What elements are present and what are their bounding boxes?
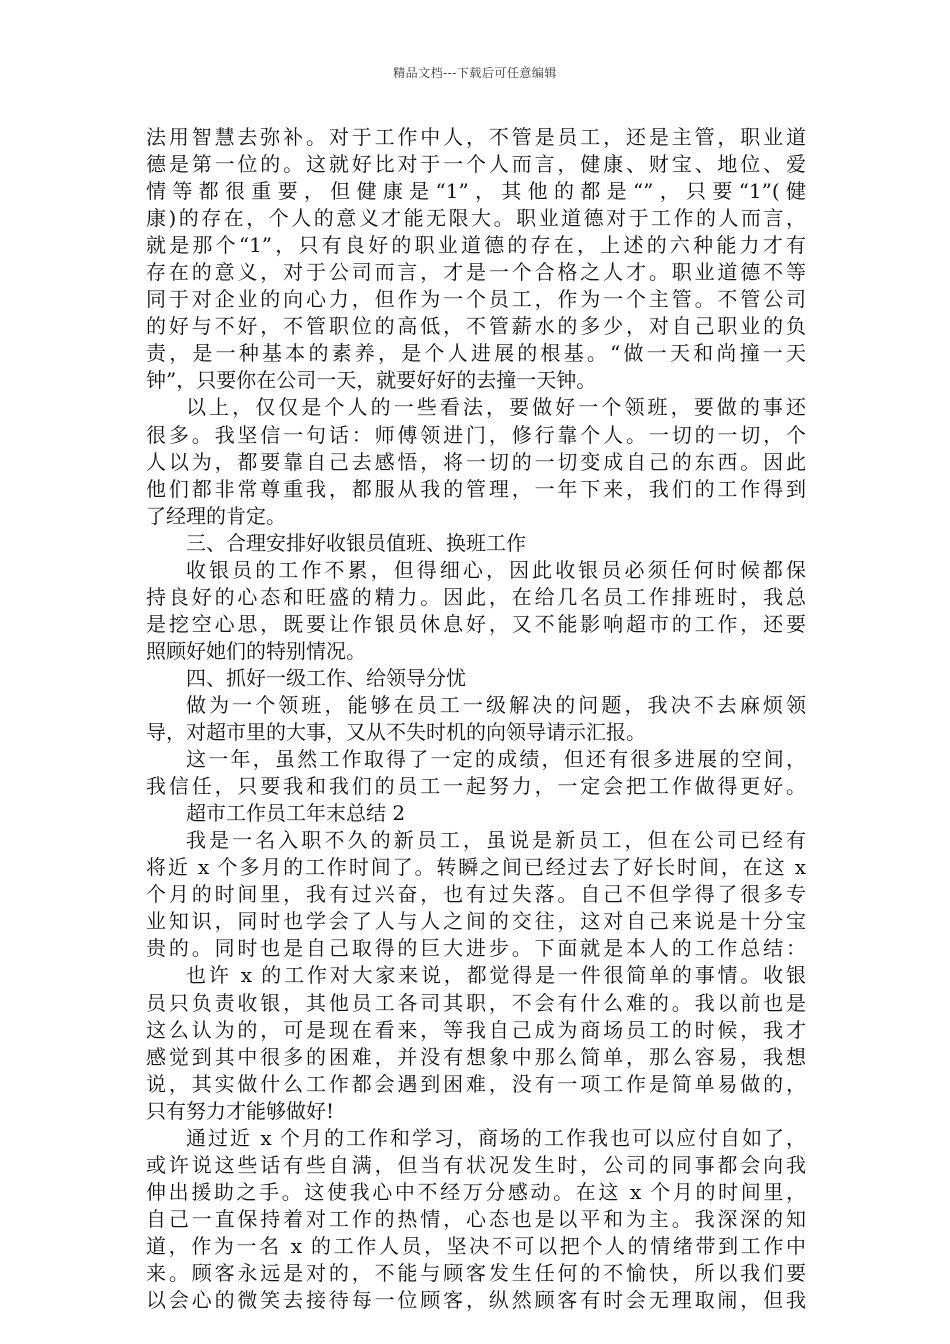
text-line: 我信任，只要我和我们的员工一起努力，一定会把工作做得更好。: [146, 774, 806, 799]
text-line: 他们都非常尊重我，都服从我的管理，一年下来，我们的工作得到: [146, 476, 806, 501]
text-line: 照顾好她们的特别情况。: [146, 638, 366, 663]
text-line: 法用智慧去弥补。对于工作中人，不管是员工，还是主管，职业道: [146, 125, 806, 149]
text-line: 说，其实做什么工作都会遇到困难，没有一项工作是简单易做的，: [146, 1071, 806, 1096]
text-line: 贵的。同时也是自己取得的巨大进步。下面就是本人的工作总结：: [146, 936, 806, 961]
text-line: 自己一直保持着对工作的热情，心态也是以平和为主。我深深的知: [146, 1206, 806, 1231]
document-body: [146, 124, 806, 1314]
text-line: 做为一个领班，能够在员工一级解决的问题，我决不去麻烦领: [186, 692, 806, 717]
text-line: 以上，仅仅是个人的一些看法，要做好一个领班，要做的事还: [186, 395, 806, 420]
text-line: 的好与不好，不管职位的高低，不管薪水的多少，对自己职业的负: [146, 314, 806, 339]
text-line: 存在的意义，对于公司而言，才是一个合格之人才。职业道德不等: [146, 260, 806, 285]
text-line: 我是一名入职不久的新员工，虽说是新员工，但在公司已经有: [186, 828, 806, 853]
text-line: 同于对企业的向心力，但作为一个员工，作为一个主管。不管公司: [146, 287, 806, 312]
text-line: 将近 x 个多月的工作时间了。转瞬之间已经过去了好长时间，在这 x: [146, 855, 806, 880]
text-line: 道，作为一名 x 的工作人员，坚决不可以把个人的情绪带到工作中: [146, 1233, 806, 1258]
text-line: 持良好的心态和旺盛的精力。因此，在给几名员工作排班时，我总: [146, 584, 806, 609]
text-line: 了经理的肯定。: [146, 503, 286, 528]
text-line: 感觉到其中很多的困难，并没有想象中那么简单，那么容易，我想: [146, 1044, 806, 1069]
text-line: 来。顾客永远是对的，不能与顾客发生任何的不愉快，所以我们要: [146, 1260, 806, 1285]
page-header: 精品文档---下载后可任意编辑: [393, 66, 557, 80]
text-line: 很多。我坚信一句话：师傅领进门，修行靠个人。一切的一切，个: [146, 422, 806, 447]
text-line: 人以为，都要靠自己去感悟，将一切的一切变成自己的东西。因此: [146, 449, 806, 474]
text-line: 德是第一位的。这就好比对于一个人而言，健康、财宝、地位、爱: [146, 152, 806, 177]
text-line: 伸出援助之手。这使我心中不经万分感动。在这 x 个月的时间里，: [146, 1179, 806, 1204]
text-line: 导，对超市里的大事，又从不失时机的向领导请示汇报。: [146, 720, 646, 745]
text-line: 收银员的工作不累，但得细心，因此收银员必须任何时候都保: [186, 557, 806, 582]
text-line: 这么认为的，可是现在看来，等我自己成为商场员工的时候，我才: [146, 1017, 806, 1042]
text-line: 或许说这些话有些自满，但当有状况发生时，公司的同事都会向我: [146, 1152, 806, 1177]
text-line: 钟”，只要你在公司一天，就要好好的去撞一天钟。: [146, 368, 597, 393]
text-line: 超市工作员工年末总结 2: [186, 801, 406, 826]
text-line: 只有努力才能够做好!: [146, 1098, 335, 1123]
text-line: 这一年，虽然工作取得了一定的成绩，但还有很多进展的空间，: [186, 747, 806, 772]
text-line: 责，是一种基本的素养，是个人进展的根基。“做一天和尚撞一天: [146, 341, 806, 366]
text-line: 也许 x 的工作对大家来说，都觉得是一件很简单的事情。收银: [186, 963, 806, 988]
text-line: 是挖空心思，既要让作银员休息好，又不能影响超市的工作，还要: [146, 611, 806, 636]
text-line: 以会心的微笑去接待每一位顾客，纵然顾客有时会无理取闹，但我: [146, 1288, 806, 1313]
text-line: 个月的时间里，我有过兴奋，也有过失落。自己不但学得了很多专: [146, 882, 806, 907]
text-line: 通过近 x 个月的工作和学习，商场的工作我也可以应付自如了，: [186, 1125, 806, 1150]
text-line: 情等都很重要，但健康是“1”，其他的都是“”，只要“1”(健: [146, 179, 806, 204]
text-line: 康)的存在，个人的意义才能无限大。职业道德对于工作的人而言，: [146, 206, 806, 231]
text-line: 业知识，同时也学会了人与人之间的交往，这对自己来说是十分宝: [146, 909, 806, 934]
text-line: 三、合理安排好收银员值班、换班工作: [186, 530, 526, 555]
text-line: 就是那个“1”，只有良好的职业道德的存在，上述的六种能力才有: [146, 233, 806, 258]
text-line: 员只负责收银，其他员工各司其职，不会有什么难的。我以前也是: [146, 990, 806, 1015]
text-line: 四、抓好一级工作、给领导分忧: [186, 665, 466, 690]
